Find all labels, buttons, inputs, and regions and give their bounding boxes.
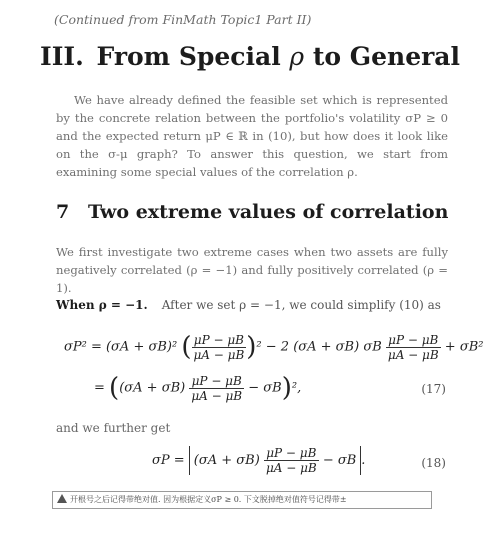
section-number: III. xyxy=(40,42,84,71)
eq3-pre: (σA + σB) xyxy=(193,453,260,468)
eq2-frac-den: μA − μB xyxy=(191,388,243,403)
eq1-frac-den: μA − μB xyxy=(193,347,245,362)
eq3-fraction xyxy=(264,446,319,475)
note-text: 开根号之后记得带绝对值. 因为根据定义σP ≥ 0. 下文脱掉绝对值符号记得带± xyxy=(70,495,347,504)
eq1-frac-num: μP − μB xyxy=(192,333,247,348)
eq1-mid: ² − 2 (σA + σB) σB xyxy=(256,339,382,355)
equation-18-label: (18) xyxy=(421,456,446,470)
eq1-fraction-2 xyxy=(386,333,441,362)
eq3-post: − σB xyxy=(322,453,357,468)
intro-paragraph: We have already defined the feasible set which is represented by the concrete relation between the portfolio's volatility σP ≥ 0 and the expected return μP ∈ ℝ in (10), but how does it look like on the σ-μ graph? To answer this question, we start from examining some special values of the correlation ρ. xyxy=(56,93,448,179)
section-title-rho: ρ xyxy=(289,42,305,71)
warning-icon xyxy=(57,494,67,503)
eq3-tail: . xyxy=(361,453,366,468)
eq1-fraction xyxy=(192,333,247,362)
equation-3 xyxy=(152,446,365,475)
subsection-number: 7 xyxy=(56,201,70,223)
eq2-tail: ², xyxy=(291,380,302,396)
continued-note: (Continued from FinMath Topic1 Part II) xyxy=(54,12,312,27)
eq3-frac-num: μP − μB xyxy=(264,446,319,461)
when-lead: When ρ = −1. xyxy=(56,298,148,312)
when-line xyxy=(56,298,441,312)
further-text: and we further get xyxy=(56,421,171,435)
eq3-lhs: σP = xyxy=(152,453,185,468)
eq1-lhs: σP² = (σA + σB)² xyxy=(64,339,178,355)
equation-2: = ((σA + σB) $\frac{\mu P - \mu B}{\mu A - \mu B}$ − σB)², xyxy=(94,373,302,403)
eq2-post: − σB xyxy=(248,380,282,396)
eq1-tail: + σB² xyxy=(444,339,484,355)
eq1-frac2-num: μP − μB xyxy=(386,333,441,348)
equation-17-label: (17) xyxy=(421,382,446,396)
subsection-title xyxy=(56,201,448,223)
equation-1: σP² = (σA + σB)² ( $\frac{\mu P - \mu B}{\mu A - \mu B}$ )² − 2 (σA + σB) σB $\frac{\mu P - \mu B}{\mu A - \mu B}$ + σB² xyxy=(64,332,484,362)
investigate-paragraph: We first investigate two extreme cases when two assets are fully negatively correlated (ρ = −1) and fully positively correlated (ρ = 1). xyxy=(56,245,448,295)
eq3-frac-den: μA − μB xyxy=(265,461,317,475)
section-title-before: From Special xyxy=(96,42,281,71)
eq2-fraction xyxy=(189,374,244,403)
section-title xyxy=(0,42,500,71)
eq2-lhs: = xyxy=(94,380,105,396)
eq2-frac-num: μP − μB xyxy=(189,374,244,389)
annotation-note xyxy=(52,491,432,509)
eq1-frac2-den: μA − μB xyxy=(387,347,439,362)
section-title-after: to General xyxy=(312,42,460,71)
subsection-title-text: Two extreme values of correlation xyxy=(88,201,449,223)
eq3-absolute-value xyxy=(189,446,362,475)
when-text: After we set ρ = −1, we could simplify (10) as xyxy=(161,298,441,312)
eq2-pre: (σA + σB) xyxy=(119,380,186,396)
